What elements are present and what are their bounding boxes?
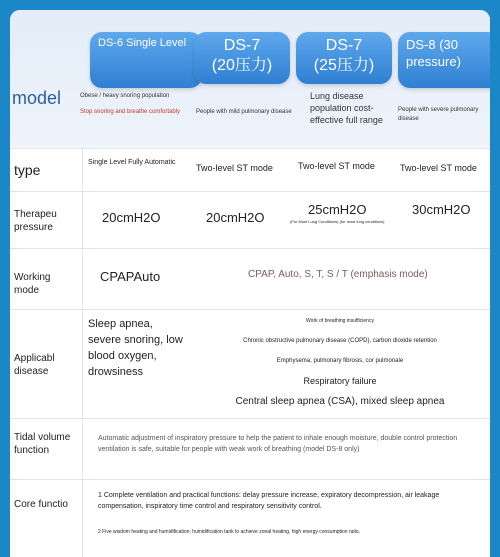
model-ds7-25-name: DS-7 (25压力) bbox=[313, 37, 375, 74]
ds6-desc: Obese / heavy snoring population bbox=[80, 93, 170, 99]
ds6-desc-2: Stop snoring and breathe comfortably bbox=[80, 109, 181, 115]
disease-item-2: Chronic obstructive pulmonary disease (COPD), carbon dioxide retention bbox=[243, 338, 437, 344]
model-header bbox=[10, 10, 490, 145]
type-label: type bbox=[14, 162, 41, 178]
model-ds7-20-name: DS-7 (20压力) bbox=[211, 37, 273, 74]
model-label: model bbox=[12, 88, 62, 108]
model-ds8-name: DS-8 (30 pressure) bbox=[406, 37, 461, 69]
disease-label: Applicabl disease bbox=[14, 353, 55, 377]
mode-ds6: CPAPAuto bbox=[100, 269, 161, 284]
pressure-label: Therapeu pressure bbox=[14, 209, 57, 233]
tidal-row bbox=[10, 418, 490, 479]
disease-ds6: Sleep apnea, severe snoring, low blood oxygen, drowsiness bbox=[88, 318, 183, 378]
type-ds6: Single Level Fully Automatic bbox=[88, 159, 176, 166]
pressure-row bbox=[10, 191, 490, 248]
mode-label: Working mode bbox=[14, 272, 51, 296]
disease-item-3: Emphysema, pulmonary fibrosis, cor pulmonale bbox=[276, 358, 404, 364]
type-ds8: Two-level ST mode bbox=[400, 163, 477, 173]
pressure-ds7-25: 25cmH2O bbox=[308, 202, 367, 217]
pressure-ds7-20: 20cmH2O bbox=[206, 210, 265, 225]
mode-others: CPAP, Auto, S, T, S / T (emphasis mode) bbox=[248, 269, 428, 280]
tidal-text: Automatic adjustment of inspiratory pressure to help the patient to inhale enough moisture, double control protection ventilation is safe, suitable for people with weak work of breathing (model DS-8 only) bbox=[98, 435, 458, 453]
model-ds6-name: DS-6 Single Level bbox=[98, 37, 187, 49]
pressure-ds6: 20cmH2O bbox=[102, 210, 161, 225]
core-row bbox=[10, 479, 490, 557]
core-text-1: 1 Complete ventilation and practical functions: delay pressure increase, expiratory decompression, air leakage compensation, inspiratory time control and respiratory sensitivity control. bbox=[98, 492, 440, 510]
core-label: Core functio bbox=[14, 499, 68, 510]
type-ds7-25: Two-level ST mode bbox=[298, 161, 375, 171]
type-ds7-20: Two-level ST mode bbox=[196, 163, 273, 173]
disease-item-4: Respiratory failure bbox=[303, 376, 377, 386]
pressure-note: (For Most Lung Conditions) (for most lung conditions) bbox=[290, 219, 385, 224]
disease-item-1: Work of breathing insufficiency bbox=[306, 318, 374, 324]
core-text-2: 2 Five wisdom heating and humidification: humidification tank to achieve zonal heating, high energy consumption ratio. bbox=[98, 529, 361, 535]
model-ds7-25-button[interactable] bbox=[296, 32, 392, 84]
mode-row bbox=[10, 248, 490, 309]
type-row bbox=[10, 148, 490, 191]
ds7-25-desc: Lung disease population cost-effective full range bbox=[310, 91, 383, 125]
comparison-card bbox=[10, 10, 490, 557]
disease-item-5: Central sleep apnea (CSA), mixed sleep apnea bbox=[235, 396, 445, 407]
model-ds7-20-button[interactable] bbox=[194, 32, 290, 84]
model-ds8-button[interactable] bbox=[398, 32, 490, 88]
model-ds6-button[interactable] bbox=[90, 32, 202, 88]
ds8-desc: People with severe pulmonary disease bbox=[398, 107, 479, 122]
ds7-20-desc: People with mild pulmonary disease bbox=[196, 109, 292, 115]
disease-row bbox=[10, 309, 490, 418]
pressure-ds8: 30cmH2O bbox=[412, 202, 471, 217]
tidal-label: Tidal volume function bbox=[14, 432, 71, 456]
